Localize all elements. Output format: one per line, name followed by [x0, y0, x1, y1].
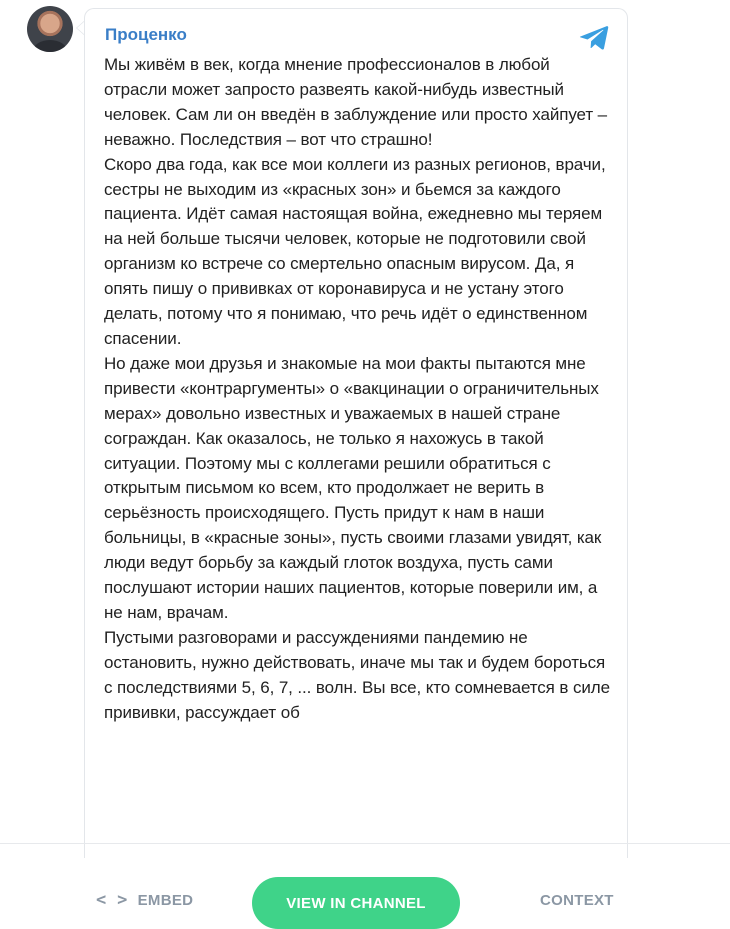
footer-divider — [0, 843, 730, 844]
embed-link[interactable] — [96, 890, 193, 910]
code-icon: < > — [96, 890, 128, 910]
post-paragraph: Но даже мои друзья и знакомые на мои факты пытаются мне привести «контраргументы» о «вакцинации о ограничительных мерах» довольно известных и уважаемых в нашей стране сограждан. Как оказалось, не только я нахожусь в такой ситуации. Поэтому мы с коллегами решили обратиться с открытым письмом ко всем, кто продолжает не верить в серьёзность происходящего. Пусть придут к нам в наши больницы, в «красные зоны», пусть своими глазами увидят, как люди ведут борьбу за каждый глоток воздуха, пусть сами послушают истории наших пациентов, которые поверили им, а не нам, врачам. — [104, 353, 602, 622]
author-name[interactable]: Проценко — [105, 25, 187, 44]
post-paragraph: Мы живём в век, когда мнение профессионалов в любой отрасли может запросто развеять какой-нибудь известный человек. Сам ли он введён в заблуждение или просто хайпует – неважно. Последствия – вот что страшно! — [104, 55, 608, 149]
author-avatar[interactable] — [27, 6, 73, 52]
telegram-icon[interactable] — [579, 25, 609, 51]
post-card — [84, 8, 628, 858]
avatar-shirt — [33, 40, 67, 52]
context-link[interactable]: CONTEXT — [540, 892, 614, 909]
post-paragraph: Пустыми разговорами и рассуждениями пандемию не остановить, нужно действовать, иначе мы так и будем бороться с последствиями 5, 6, 7, ... волн. Вы все, кто сомневается в силе прививки, рассуждает об — [104, 627, 610, 722]
embed-label: EMBED — [137, 891, 194, 909]
post-paragraph: Скоро два года, как все мои коллеги из разных регионов, врачи, сестры не выходим из «красных зон» и бьемся за каждого пациента. Идёт самая настоящая война, ежедневно мы теряем на ней больше тысячи человек, которые не подготовили свой организм ко встрече со смертельно опасным вирусом. Да, я опять пишу о прививках от коронавируса и не устану этого делать, потому что я понимаю, что речь идёт о единственном спасении. — [104, 154, 606, 348]
view-in-channel-button[interactable]: VIEW IN CHANNEL — [252, 877, 460, 929]
post-message — [104, 53, 614, 725]
